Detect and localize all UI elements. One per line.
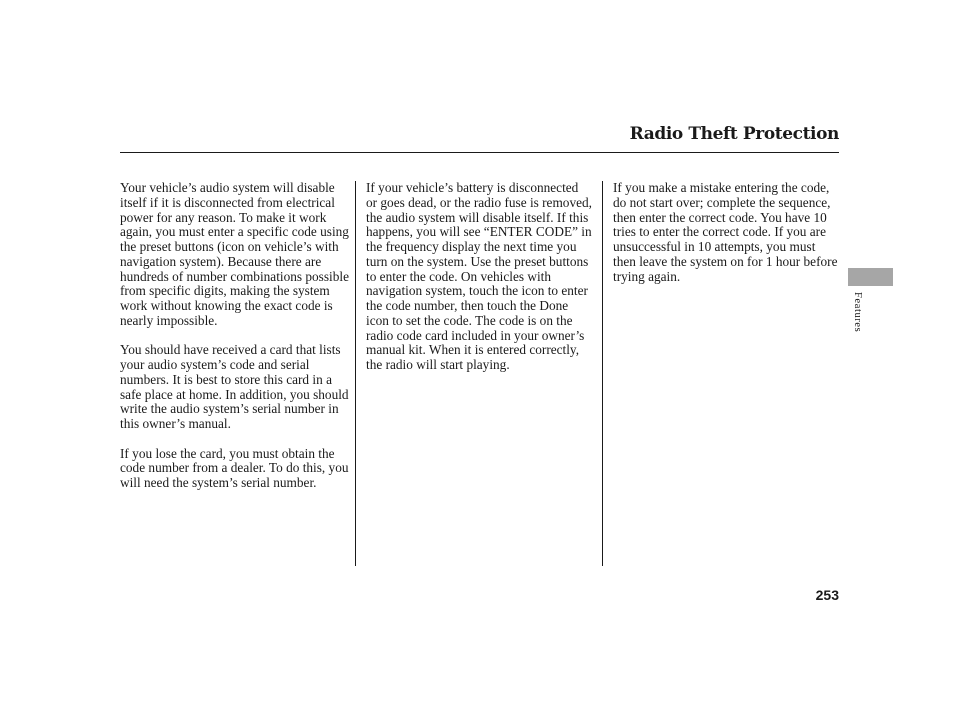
title-divider (120, 152, 839, 153)
page-title: Radio Theft Protection (629, 124, 839, 144)
column-divider (602, 181, 603, 566)
section-tab-label: Features (852, 292, 863, 333)
text-column-2 (366, 181, 592, 388)
body-paragraph: Your vehicle’s audio system will disable itself if it is disconnected from electrical power for any reason. To make it work again, you must enter a specific code using the preset buttons (icon on vehicle’s with navigation system). Because there are hundreds of number combinations possible from specific digits, making the system work without knowing the exact code is nearly impossible. (120, 180, 349, 328)
body-paragraph: If you make a mistake entering the code, do not start over; complete the sequence, then enter the correct code. You have 10 tries to enter the correct code. If you are unsuccessful in 10 attempts, you must then leave the system on for 1 hour before trying again. (613, 180, 838, 284)
text-column-1 (120, 181, 356, 506)
text-column-3 (613, 181, 839, 299)
body-paragraph: You should have received a card that lists your audio system’s code and serial numbers. It is best to store this card in a safe place at home. In addition, you should write the audio system’s serial number in this owner’s manual. (120, 342, 349, 431)
page-number: 253 (815, 587, 839, 603)
body-paragraph: If you lose the card, you must obtain the code number from a dealer. To do this, you will need the system’s serial number. (120, 445, 349, 490)
body-paragraph: If your vehicle’s battery is disconnected or goes dead, or the radio fuse is removed, the audio system will disable itself. If this happens, you will see “ENTER CODE” in the frequency display the next time you turn on the system. Use the preset buttons to enter the code. On vehicles with navigation system, touch the icon to enter the code number, then touch the Done icon to set the code. The code is on the radio code card included in your owner’s manual kit. When it is entered correctly, the radio will start playing. (366, 180, 592, 372)
section-tab-marker (848, 268, 893, 286)
column-divider (355, 181, 356, 566)
